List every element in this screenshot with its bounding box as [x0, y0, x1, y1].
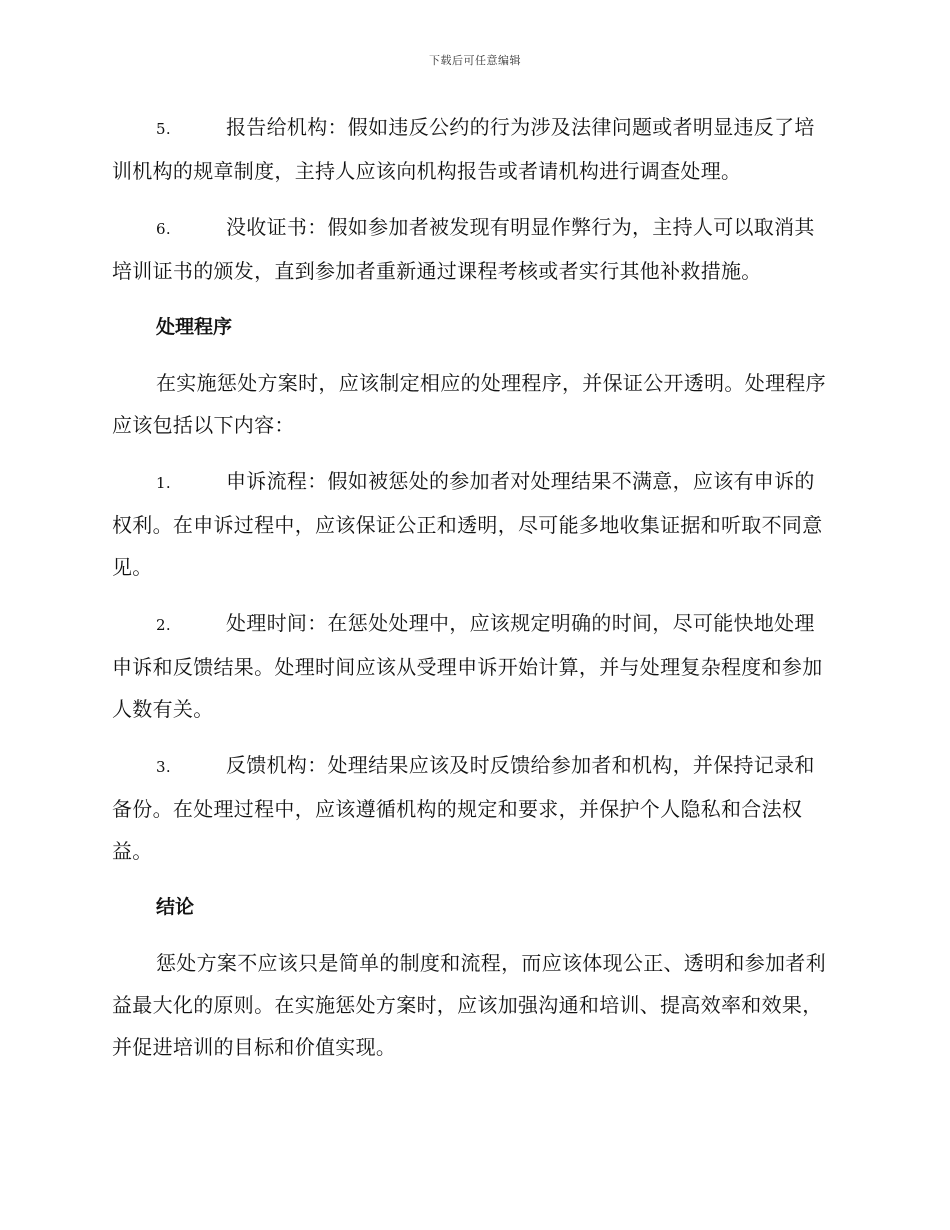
procedure-intro-paragraph: 在实施惩处方案时，应该制定相应的处理程序，并保证公开透明。处理程序应该包括以下内容：	[112, 371, 826, 437]
list-item-6	[112, 206, 834, 292]
list-item-text: 申诉流程：假如被惩处的参加者对处理结果不满意，应该有申诉的权利。在申诉过程中，应该保证公正和透明，尽可能多地收集证据和听取不同意见。	[112, 469, 823, 579]
list-item-number: 1.	[156, 474, 171, 492]
list-item-text: 处理时间：在惩处处理中，应该规定明确的时间，尽可能快地处理申诉和反馈结果。处理时间应该从受理申诉开始计算，并与处理复杂程度和参加人数有关。	[112, 611, 823, 721]
list-item-text: 反馈机构：处理结果应该及时反馈给参加者和机构，并保持记录和备份。在处理过程中，应该遵循机构的规定和要求，并保护个人隐私和合法权益。	[112, 753, 815, 863]
section-heading-procedure: 处理程序	[156, 316, 233, 338]
list-item-3	[112, 744, 834, 872]
page-header: 下载后可任意编辑	[429, 54, 521, 67]
list-item-number: 2.	[156, 616, 171, 634]
list-item-text: 没收证书：假如参加者被发现有明显作弊行为，主持人可以取消其培训证书的颁发，直到参加者重新通过课程考核或者实行其他补救措施。	[112, 215, 815, 283]
list-item-number: 5.	[156, 120, 171, 138]
conclusion-paragraph: 惩处方案不应该只是简单的制度和流程，而应该体现公正、透明和参加者利益最大化的原则。在实施惩处方案时，应该加强沟通和培训、提高效率和效果，并促进培训的目标和价值实现。	[112, 951, 826, 1059]
list-item-1	[112, 460, 834, 588]
list-item-number: 6.	[156, 220, 171, 238]
section-heading-conclusion: 结论	[156, 896, 195, 918]
list-item-5	[112, 106, 834, 192]
list-item-2	[112, 602, 834, 730]
list-item-text: 报告给机构：假如违反公约的行为涉及法律问题或者明显违反了培训机构的规章制度，主持人应该向机构报告或者请机构进行调查处理。	[112, 115, 815, 183]
document-body	[112, 106, 834, 1082]
list-item-number: 3.	[156, 758, 171, 776]
